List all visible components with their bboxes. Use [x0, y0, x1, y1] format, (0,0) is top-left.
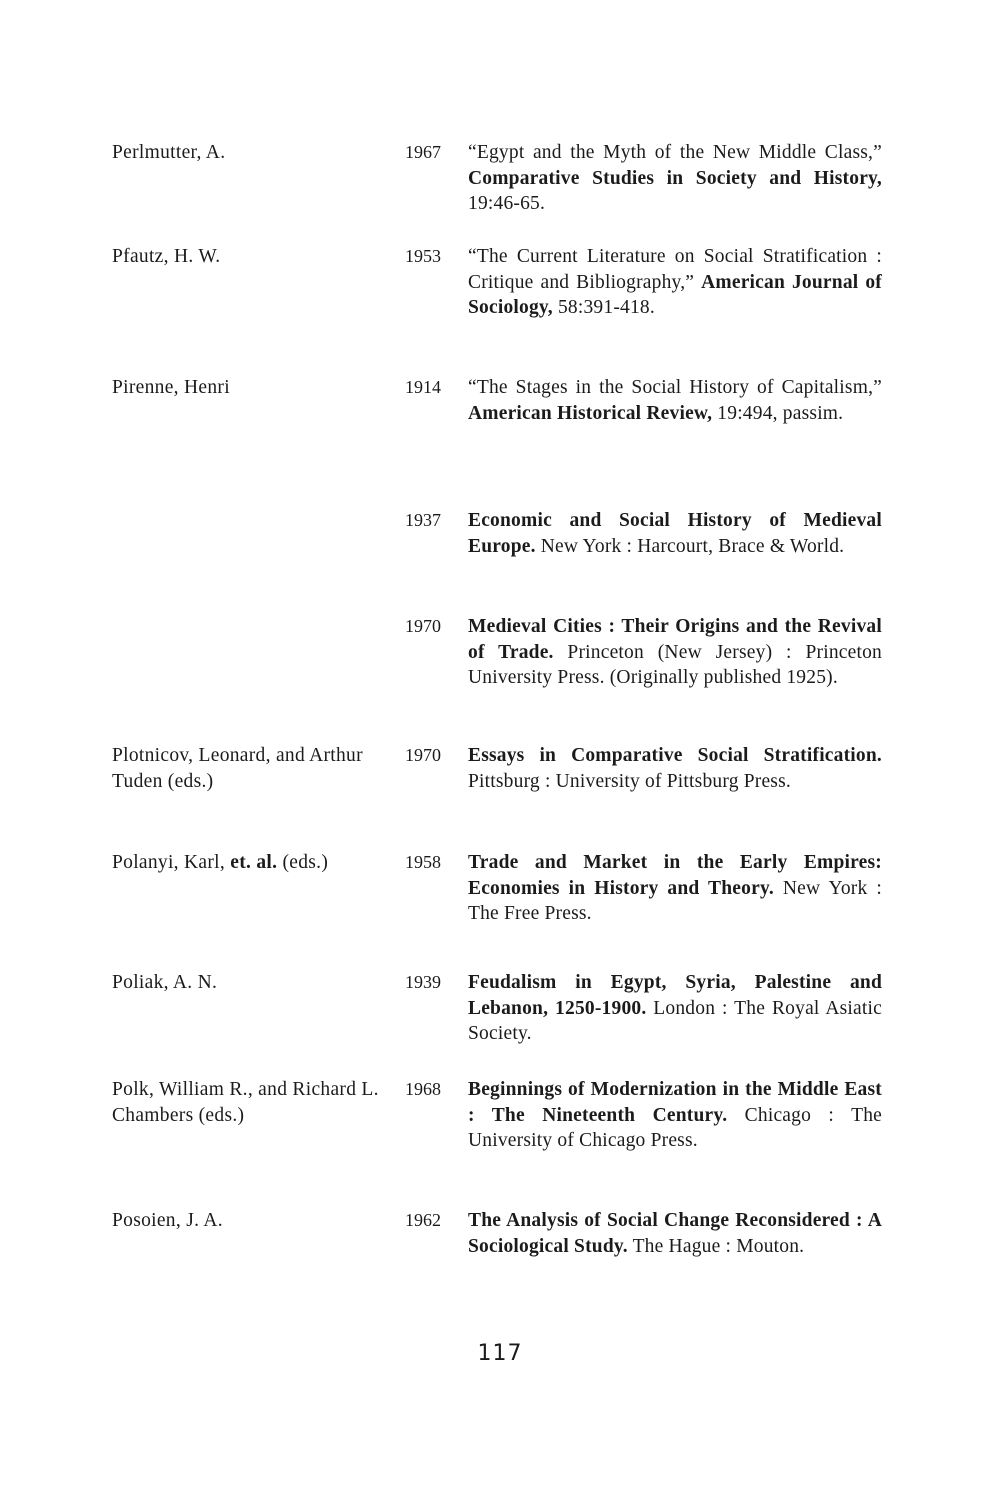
- author-name: Polanyi, Karl,: [112, 852, 231, 873]
- entry-year: 1970: [405, 745, 441, 765]
- citation-details: Pittsburg : University of Pittsburg Press.: [468, 770, 791, 792]
- entry-citation: [468, 140, 882, 217]
- entry-author: Poliak, A. N.: [112, 972, 218, 993]
- citation-details: 58:391-418.: [552, 297, 655, 318]
- entry-year: 1958: [405, 852, 441, 872]
- author-et-al: et. al.: [230, 852, 278, 873]
- citation-title: Medieval Cities : Their Origins and the Revival of Trade.: [468, 616, 882, 663]
- citation-details: New York : The Free Press.: [468, 877, 882, 924]
- entry-year: 1937: [405, 510, 441, 530]
- citation-details: Chicago : The University of Chicago Press.: [468, 1104, 882, 1151]
- entry-author: Pfautz, H. W.: [112, 246, 221, 267]
- entry-author: Pirenne, Henri: [112, 377, 230, 398]
- entry-citation: [468, 1208, 882, 1259]
- entry-year: 1939: [405, 972, 441, 992]
- entry-citation: [468, 850, 882, 927]
- entry-citation: [468, 970, 882, 1047]
- citation-details: Princeton (New Jersey) : Princeton University Press. (Originally published 1925).: [468, 641, 882, 688]
- entry-citation: [468, 1077, 882, 1154]
- citation-details: The Hague : Mouton.: [627, 1235, 805, 1257]
- citation-title: Feudalism in Egypt, Syria, Palestine and Lebanon, 1250-1900.: [468, 972, 882, 1019]
- entry-author: [112, 850, 392, 876]
- citation-title: Beginnings of Modernization in the Middle East : The Nineteenth Century.: [468, 1079, 882, 1126]
- citation-details: New York : Harcourt, Brace & World.: [535, 535, 845, 557]
- citation-title: The Analysis of Social Change Reconsidered : A Sociological Study.: [468, 1210, 882, 1257]
- entry-author: Polk, William R., and Richard L. Chambers (eds.): [112, 1079, 379, 1126]
- citation-title: American Historical Review,: [468, 402, 713, 424]
- entry-citation: [468, 743, 882, 794]
- citation-text: “The Current Literature on Social Stratification : Critique and Bibliography,”: [468, 246, 882, 293]
- entry-year: 1967: [405, 142, 441, 162]
- citation-title: Comparative Studies in Society and History,: [468, 167, 882, 189]
- citation-text: “Egypt and the Myth of the New Middle Class,”: [468, 142, 882, 163]
- citation-details: 19:494, passim.: [712, 402, 844, 424]
- entry-year: 1953: [405, 246, 441, 266]
- citation-details: 19:46-65.: [468, 193, 546, 214]
- entry-year: 1970: [405, 616, 441, 636]
- entry-citation: [468, 375, 882, 426]
- entry-citation: [468, 508, 882, 559]
- citation-title: American Journal of Sociology,: [468, 271, 882, 318]
- citation-title: Essays in Comparative Social Stratification.: [468, 745, 882, 766]
- entry-author: Perlmutter, A.: [112, 142, 226, 163]
- entry-year: 1962: [405, 1210, 441, 1230]
- author-eds: (eds.): [277, 852, 329, 873]
- entry-year: 1914: [405, 377, 441, 397]
- page-number: 117: [477, 1341, 523, 1366]
- citation-title: Trade and Market in the Early Empires: Economies in History and Theory.: [468, 852, 882, 899]
- entry-author: Plotnicov, Leonard, and Arthur Tuden (eds.): [112, 745, 363, 792]
- entry-author: Posoien, J. A.: [112, 1210, 223, 1231]
- citation-details: London : The Royal Asiatic Society.: [468, 997, 882, 1044]
- citation-text: “The Stages in the Social History of Capitalism,”: [468, 377, 882, 398]
- entry-year: 1968: [405, 1079, 441, 1099]
- entry-citation: [468, 244, 882, 321]
- citation-title: Economic and Social History of Medieval Europe.: [468, 510, 882, 557]
- entry-citation: [468, 614, 882, 691]
